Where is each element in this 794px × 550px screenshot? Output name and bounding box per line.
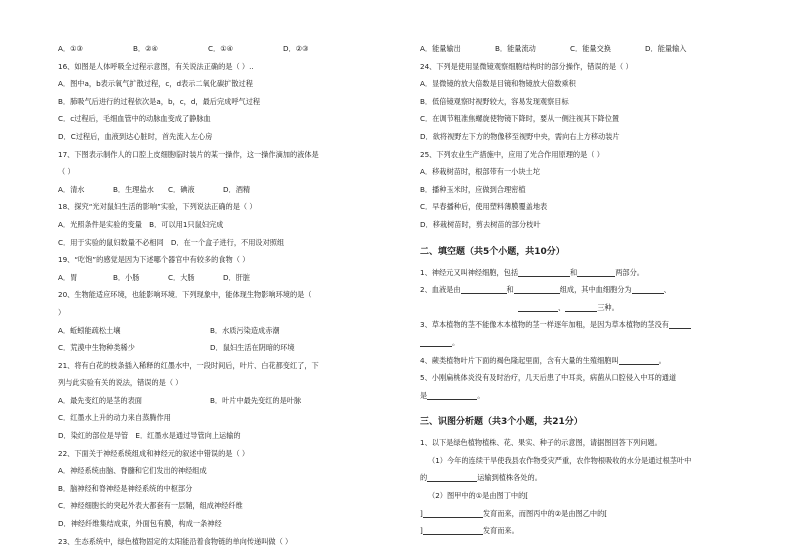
answer-options [58, 181, 386, 199]
answer-option: B．水质污染造成赤潮 [210, 325, 280, 335]
answer-blank[interactable] [420, 337, 452, 347]
section-diagram-title: 三、识图分析题（共3个小题，共21分） [420, 417, 583, 428]
answer-blank[interactable] [518, 302, 558, 312]
question-line: A．移栽树苗时，根部带有一小块土坨 [420, 167, 540, 177]
answer-option: A．清水 [58, 184, 85, 194]
diagram-question-1-part2-end: ] 发育而来。 [420, 526, 519, 536]
question-line: A．光照条件是实验的变量 B．可以用1只鼠妇完成 [58, 219, 224, 229]
question-line: C．在调节粗准焦螺旋使物镜下降时，要从一侧注视其下降位置 [420, 114, 620, 124]
fill-question-1: 1、神经元又叫神经细胞，包括 和 两部分。 [420, 267, 644, 277]
fill-question-5-cont: 是 。 [420, 390, 485, 400]
fill-question-5: 5、小刚扁桃体炎没有及时治疗，几天后患了中耳炎，病菌从口腔侵入中耳的通道 [420, 373, 677, 383]
section-fill-in-title: 二、填空题（共5个小题，共10分） [420, 246, 565, 257]
answer-blank[interactable] [427, 472, 477, 482]
answer-option: A．胃 [58, 272, 78, 282]
answer-blank[interactable] [423, 525, 483, 535]
question-line: C．神经细胞长的突起外表大都套有一层鞘，组成神经纤维 [58, 501, 243, 511]
answer-blank[interactable] [423, 508, 483, 518]
answer-option: D．②③ [283, 44, 309, 53]
left-column [58, 40, 386, 550]
question-line: 17、下图表示制作人的口腔上皮细胞临时装片的某一操作，这一操作滴加的液体是 [58, 149, 319, 159]
question-line: D．移栽树苗时，剪去树苗的部分枝叶 [420, 219, 541, 229]
answer-blank[interactable] [565, 302, 597, 312]
diagram-question-1-part1: （1）今年的连续干旱使我县农作物受灾严重，农作物根吸收的水分是通过根茎叶中 [428, 455, 692, 465]
question-line: D．欲将视野左下方的物像移至视野中央，需向右上方移动装片 [420, 131, 620, 141]
answer-options [58, 269, 386, 287]
answer-blank[interactable] [427, 390, 477, 400]
question-line: 20、生物能适应环境，也能影响环境．下列现象中，能体现生物影响环境的是（ [58, 290, 312, 300]
answer-blank[interactable] [518, 267, 570, 277]
fill-question-4: 4、蕨类植物叶片下面的褐色隆起里面，含有大量的生殖细胞叫 。 [420, 355, 666, 365]
answer-option: C．碘液 [168, 184, 195, 194]
answer-options [58, 40, 386, 58]
answer-option: C．荒漠中生物种类稀少 [58, 343, 135, 353]
answer-option: A．最先变红的是茎的表面 [58, 395, 142, 405]
question-line: D．C过程后，血液到达心脏时，首先流入左心房 [58, 131, 213, 141]
question-line: 21、将有白花的枝条插入稀释的红墨水中，一段时间后，叶片、白花都变红了，下 [58, 360, 319, 370]
answer-option: B．生理盐水 [113, 184, 154, 194]
question-line: 18、探究“光对鼠妇生活的影响”实验，下列说法正确的是（ ） [58, 202, 257, 212]
question-line: D．染红的部位是导管 E．红墨水是通过导管向上运输的 [58, 431, 241, 441]
answer-option: D．鼠妇生活在阴暗的环境 [210, 343, 295, 353]
question-line: 列与此实验有关的说法，错误的是（ ） [58, 378, 183, 388]
fill-question-3-cont: 。 [420, 334, 750, 352]
question-line: 16、如图是人体呼吸全过程示意图，有关说法正确的是（ ）.. [58, 61, 254, 71]
diagram-question-1-part1-cont: 的 运输到植株各处的。 [420, 473, 542, 483]
question-line: B．脑神经和脊神经是神经系统的中枢部分 [58, 483, 193, 493]
fill-question-2-cont: 、 三种。 [420, 299, 750, 317]
diagram-question-1: 1、以下是绿色植物植株、花、果实、种子的示意图，请据图回答下列问题。 [420, 438, 662, 448]
question-line: B．低倍镜观察时视野较大，容易发现观察目标 [420, 96, 569, 106]
answer-option: B．能量流动 [495, 44, 536, 53]
question-line: 22、下面关于神经系统组成和神经元的叙述中错误的是（ ） [58, 448, 250, 458]
answer-options [420, 40, 750, 58]
answer-option: A．能量输出 [420, 44, 461, 53]
answer-options [58, 392, 386, 410]
diagram-question-1-part2-cont: ] 发育而来，而图丙中的②是由图乙中的[ [420, 508, 608, 518]
question-line: 24、下列是使用显微镜观察细胞结构时的部分操作，错误的是（ ） [420, 61, 633, 71]
answer-blank[interactable] [461, 284, 507, 294]
question-line: （ ） [58, 167, 75, 177]
question-line: C．早春播种后，使用塑料薄膜覆盖地表 [420, 202, 548, 212]
answer-option: B．小肠 [113, 272, 140, 282]
question-line: B．肺吸气后进行的过程依次是a，b，c，d，最后完成呼气过程 [58, 96, 261, 106]
fill-question-2: 2、血液是由 和 组成，其中血细胞分为 、 [420, 285, 671, 295]
question-line: A．图中a，b表示氧气扩散过程，c，d表示二氧化碳扩散过程 [58, 79, 253, 89]
answer-blank[interactable] [619, 355, 659, 365]
question-line: B．播种玉米时，应做到合理密植 [420, 184, 526, 194]
question-line: 19、“吃饱”的感觉是因为下述哪个器官中有较多的食物（ ） [58, 255, 250, 265]
answer-options [58, 322, 386, 340]
diagram-question-1-part2: （2）图甲中的①是由图丁中的[ [428, 491, 529, 501]
answer-blank[interactable] [632, 284, 664, 294]
answer-blank[interactable] [514, 284, 560, 294]
question-line: 25、下列农业生产措施中，应用了光合作用原理的是（ ） [420, 149, 604, 159]
answer-option: D．酒精 [223, 184, 251, 194]
answer-blank[interactable] [577, 267, 615, 277]
answer-option: B．叶片中最先变红的是叶脉 [210, 395, 302, 405]
right-column [420, 40, 750, 540]
question-line: C．红墨水上升的动力来自蒸腾作用 [58, 413, 171, 423]
answer-option: A．蚯蚓能疏松土壤 [58, 325, 121, 335]
answer-blank[interactable] [669, 319, 691, 329]
answer-option: D．能量输入 [645, 44, 687, 53]
question-line: C．用于实验的鼠妇数量不必相同 D．在一个盒子进行，不用设对照组 [58, 237, 285, 247]
question-line: ） [58, 307, 66, 317]
question-line: A．显微镜的放大倍数是目镜和物镜放大倍数乘积 [420, 79, 576, 89]
answer-option: B．②④ [133, 44, 159, 53]
question-line: A．神经系统由脑、脊髓和它们发出的神经组成 [58, 466, 207, 476]
question-line: D．神经纤维集结成束，外面包有膜，构成一条神经 [58, 519, 222, 529]
question-line: 23、生态系统中，绿色植物固定的太阳能沿着食物链的单向传递叫做（ ） [58, 536, 293, 546]
question-line: C．c过程后，毛细血管中的动脉血变成了静脉血 [58, 114, 211, 124]
answer-options [58, 339, 386, 357]
answer-option: C．大肠 [168, 272, 195, 282]
answer-option: A．①③ [58, 44, 83, 53]
answer-option: C．能量交换 [570, 44, 611, 53]
answer-option: D．肝脏 [223, 272, 251, 282]
fill-question-3: 3、草本植物的茎不能像木本植物的茎一样逐年加粗，是因为草本植物的茎没有 [420, 316, 750, 334]
answer-option: C．①④ [208, 44, 234, 53]
